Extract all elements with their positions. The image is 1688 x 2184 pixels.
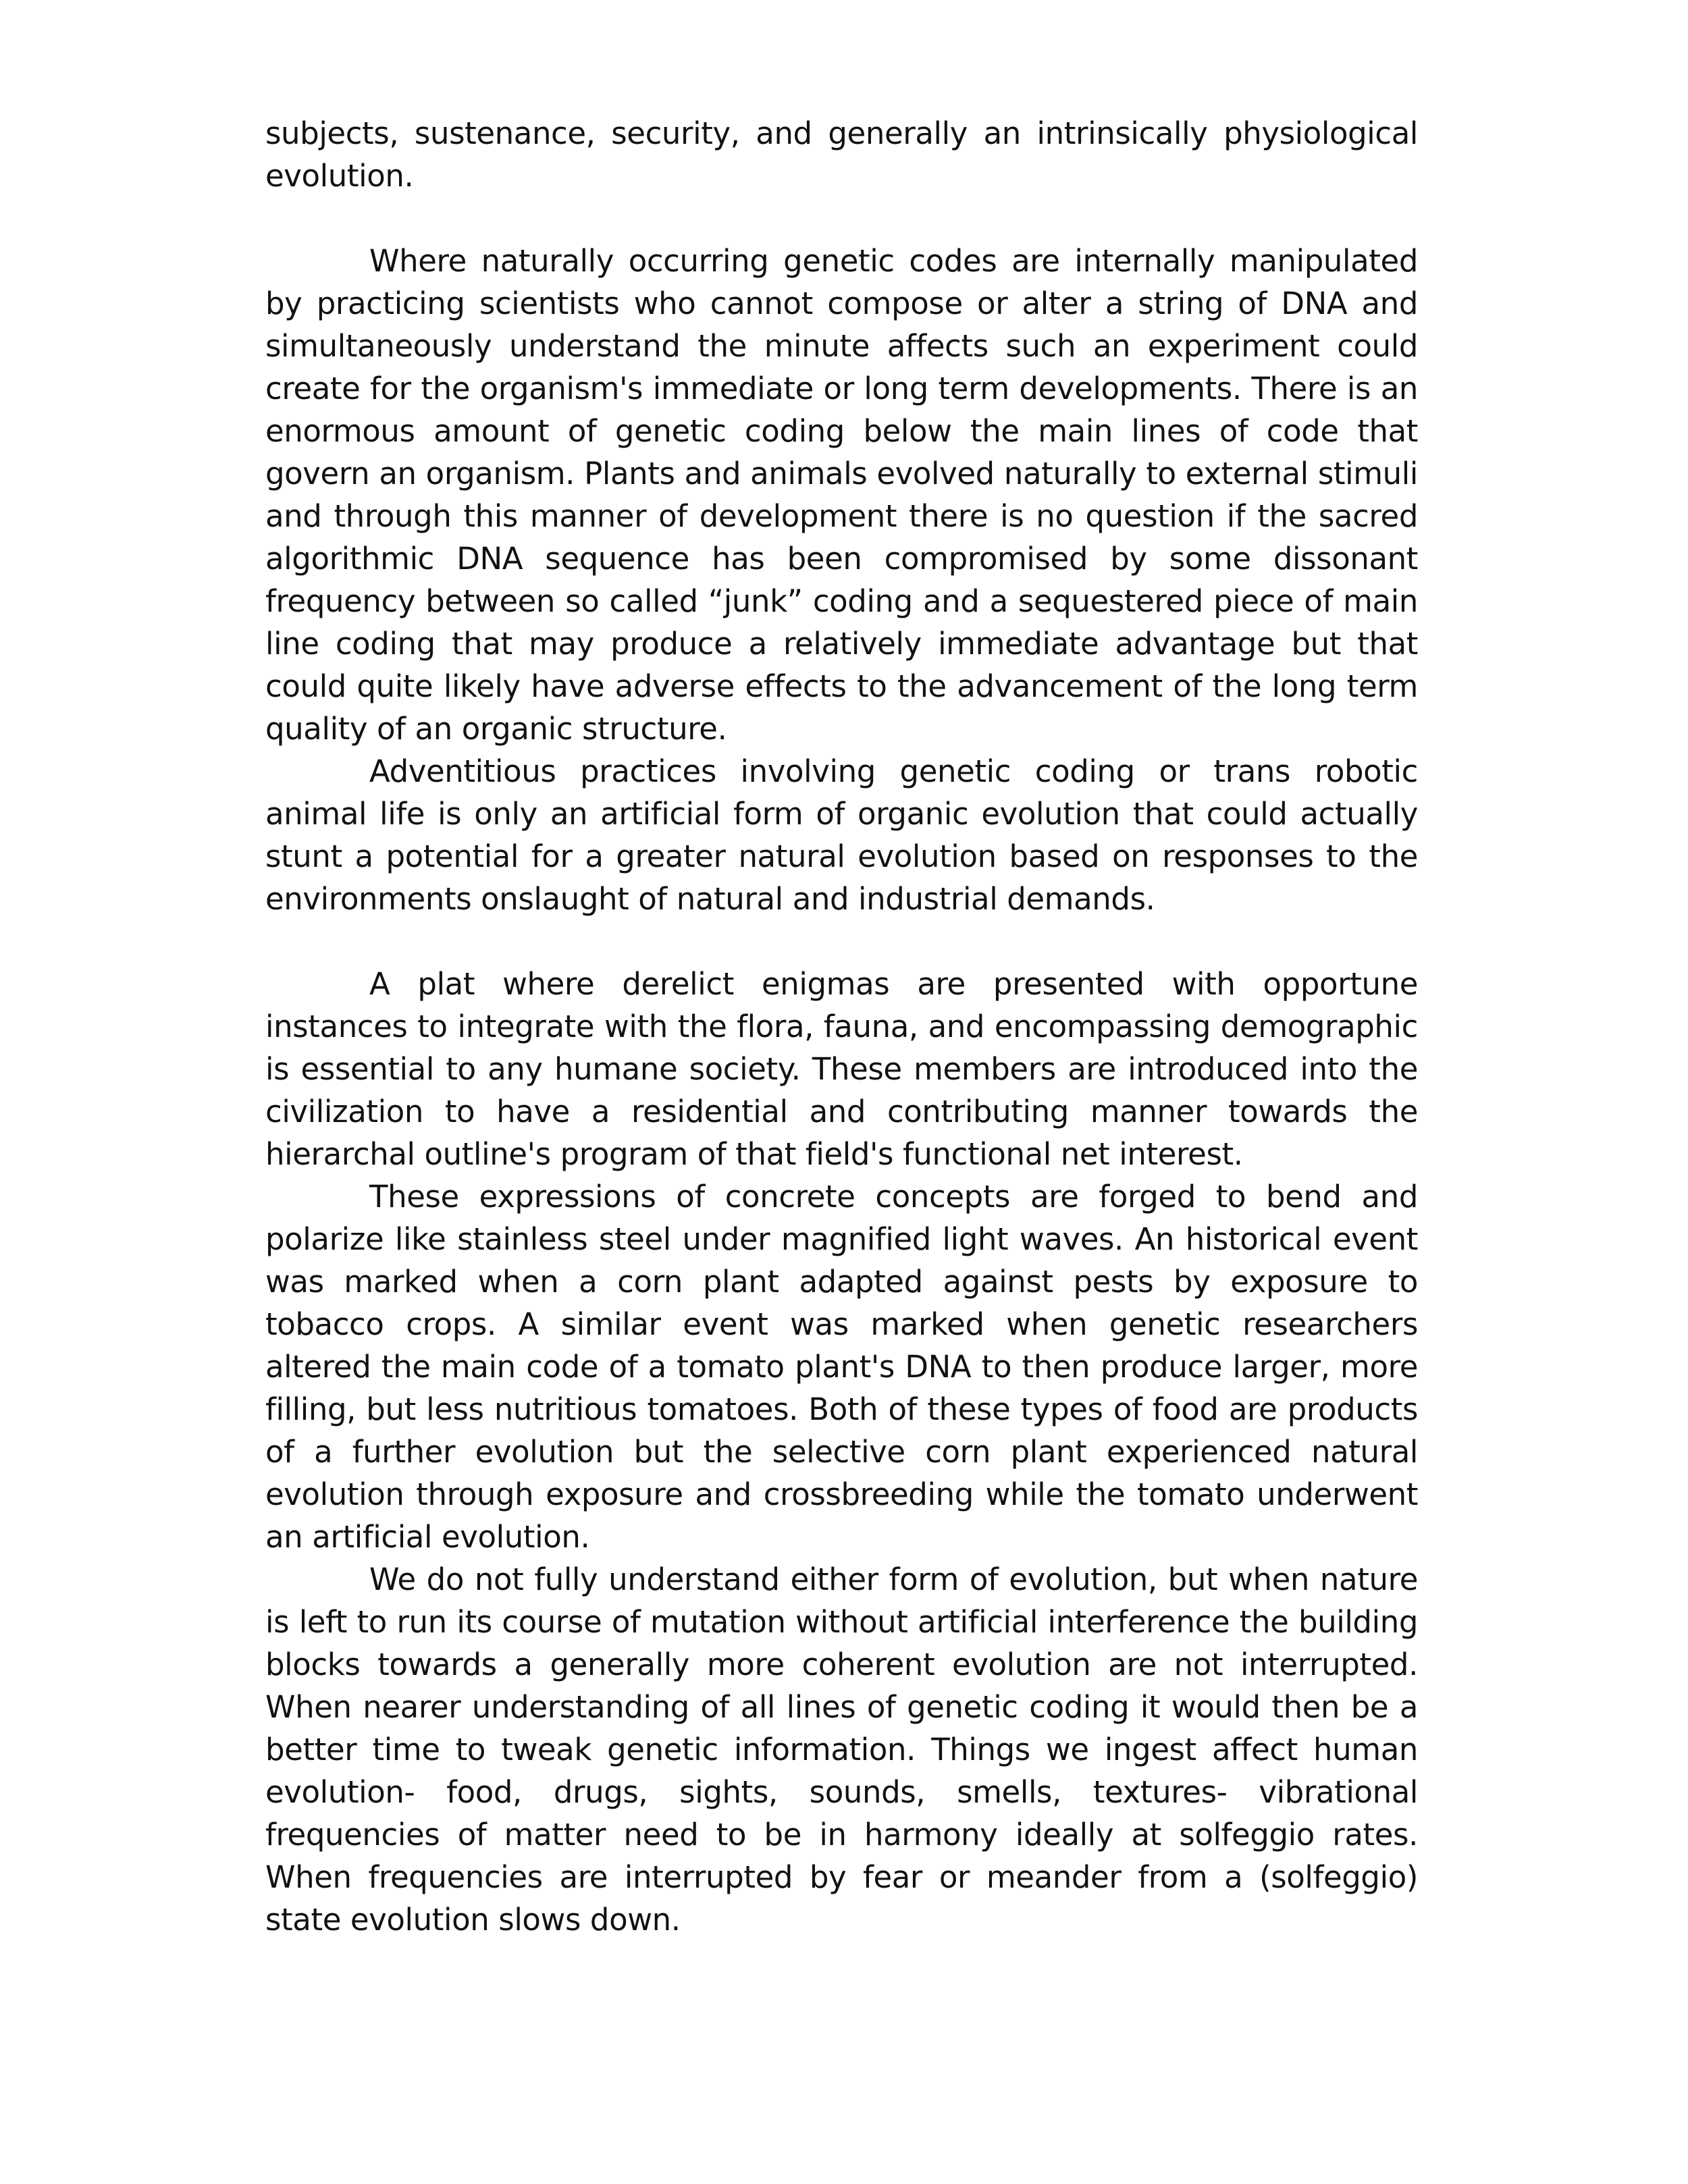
paragraph-1: subjects, sustenance, security, and generally an intrinsically physiological evolution.: [265, 115, 1418, 194]
paragraph-4: A plat where derelict enigmas are presented with opportune instances to integrate with the flora, fauna, and encompassing demographic is essential to any humane society. These members are introduced into the civilization to have a residential and contributing manner towards the hierarchal outline's program of that field's functional net interest.: [265, 966, 1418, 1172]
paragraph-5: These expressions of concrete concepts are forged to bend and polarize like stainless steel under magnified light waves. An historical event was marked when a corn plant adapted against pests by exposure to tobacco crops. A similar event was marked when genetic researchers altered the main code of a tomato plant's DNA to then produce larger, more filling, but less nutritious tomatoes. Both of these types of food are products of a further evolution but the selective corn plant experienced natural evolution through exposure and crossbreeding while the tomato underwent an artificial evolution.: [265, 1179, 1418, 1555]
paragraph-3: Adventitious practices involving genetic coding or trans robotic animal life is only an artificial form of organic evolution that could actually stunt a potential for a greater natural evolution based on responses to the environments onslaught of natural and industrial demands.: [265, 753, 1418, 917]
paragraph-6: We do not fully understand either form of evolution, but when nature is left to run its course of mutation without artificial interference the building blocks towards a generally more coherent evolution are not interrupted. When nearer understanding of all lines of genetic coding it would then be a better time to tweak genetic information. Things we ingest affect human evolution- food, drugs, sights, sounds, smells, textures- vibrational frequencies of matter need to be in harmony ideally at solfeggio rates. When frequencies are interrupted by fear or meander from a (solfeggio) state evolution slows down.: [265, 1562, 1418, 1938]
paragraph-2: Where naturally occurring genetic codes are internally manipulated by practicing scientists who cannot compose or alter a string of DNA and simultaneously understand the minute affects such an experiment could create for the organism's immediate or long term developments. There is an enormous amount of genetic coding below the main lines of code that govern an organism. Plants and animals evolved naturally to external stimuli and through this manner of development there is no question if the sacred algorithmic DNA sequence has been compromised by some dissonant frequency between so called “junk” coding and a sequestered piece of main line coding that may produce a relatively immediate advantage but that could quite likely have adverse effects to the advancement of the long term quality of an organic structure.: [265, 243, 1418, 747]
document-body: [265, 112, 1418, 1941]
